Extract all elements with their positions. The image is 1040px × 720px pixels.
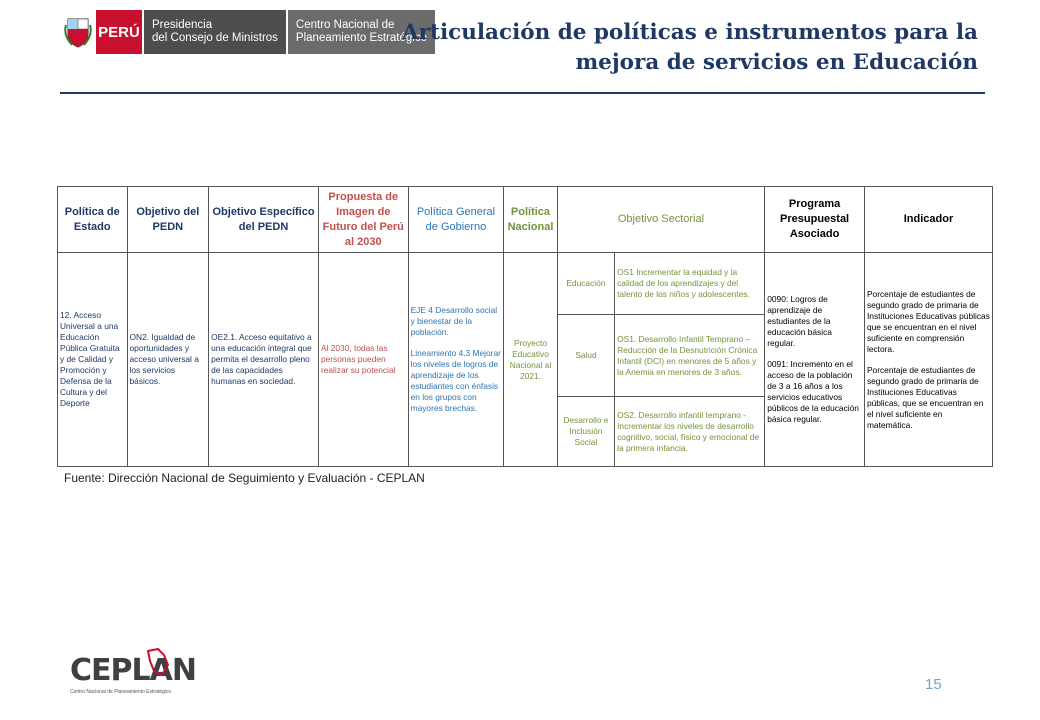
coat-of-arms-icon xyxy=(64,15,92,49)
header-programa: Programa Presupuestal Asociado xyxy=(765,187,865,253)
cnp-line-2: Planeamiento Estratégico xyxy=(295,32,427,44)
header-politica-estado: Política de Estado xyxy=(58,187,128,253)
sectorial-category: Desarrollo e Inclusión Social xyxy=(557,397,614,467)
sectorial-objective: OS1 Incrementar la equidad y la calidad de los aprendizajes y del talento de los niños y adolescentes. xyxy=(615,253,765,315)
cell-objetivo-pedn: ON2. Igualdad de oportunidades y acceso universal a los servicios básicos. xyxy=(127,253,209,467)
pgg-lineamiento: Lineamiento 4.3 Mejorar los niveles de logros de aprendizaje de los estudiantes con énfasis en los grupos con mayores brechas. xyxy=(410,348,501,413)
pcm-line-2: del Consejo de Ministros xyxy=(152,32,278,44)
cell-politica-estado: 12. Acceso Universal a una Educación Pública Gratuita y de Calidad y Promoción y Defensa de la Cultura y del Deporte xyxy=(58,253,128,467)
page-number: 15 xyxy=(925,676,942,693)
header-indicador: Indicador xyxy=(864,187,992,253)
table-header-row xyxy=(58,187,993,253)
header-objetivo-especifico: Objetivo Específico del PEDN xyxy=(209,187,319,253)
cell-propuesta: Al 2030, todas las personas pueden realizar su potencial xyxy=(318,253,408,467)
peru-crest-logo xyxy=(60,10,96,54)
sectorial-category: Salud xyxy=(557,315,614,397)
indicador-matematica: Porcentaje de estudiantes de segundo grado de primaria de Instituciones Educativas públicas, que se encuentran en el nivel suficiente en matemática. xyxy=(866,364,984,430)
ceplan-logo-subtitle: Centro Nacional de Planeamiento Estratégico xyxy=(70,689,172,695)
cell-politica-general xyxy=(408,253,504,467)
cell-objetivo-especifico: OE2.1. Acceso equitativo a una educación integral que permita el desarrollo pleno de las capacidades humanas en sociedad. xyxy=(209,253,319,467)
peru-brand: PERÚ xyxy=(96,10,142,54)
title-divider xyxy=(60,92,985,94)
sectorial-objective: OS1. Desarrollo Infantil Temprano – Reducción de la Desnutrición Crónica Infantil (DCI) en menores de 5 años y la Anemia en menores de 3 años. xyxy=(615,315,765,397)
pcm-line-1: Presidencia xyxy=(152,19,213,31)
ceplan-logo xyxy=(70,653,196,710)
peru-map-icon xyxy=(142,647,172,677)
table-row xyxy=(58,253,993,315)
header-propuesta: Propuesta de Imagen de Futuro del Perú al 2030 xyxy=(318,187,408,253)
programa-0091: 0091: Incremento en el acceso de la población de 3 a 16 años a los servicios educativos públicos de la educación básica regular. xyxy=(767,359,859,424)
slide-title xyxy=(378,18,978,78)
indicador-lectora: Porcentaje de estudiantes de segundo grado de primaria de Instituciones Educativas públicas que se encuentran en el nivel suficiente en comprensión lectora. xyxy=(866,288,990,354)
header-objetivo-sectorial: Objetivo Sectorial xyxy=(557,187,765,253)
cell-indicador xyxy=(864,253,992,467)
pgg-eje: EJE 4 Desarrollo social y bienestar de la población. xyxy=(410,305,498,337)
slide-title-line-1: Articulación de políticas e instrumentos para la xyxy=(402,20,978,45)
articulation-table xyxy=(57,186,993,467)
cell-programa xyxy=(765,253,865,467)
cnp-line-1: Centro Nacional de xyxy=(295,19,395,31)
slide-title-line-2: mejora de servicios en Educación xyxy=(575,50,978,75)
header-politica-general: Política General de Gobierno xyxy=(408,187,504,253)
ceplan-logo-word: CEPLAN xyxy=(70,653,196,688)
sectorial-objective: OS2. Desarrollo infantil temprano - Incrementar los niveles de desarrollo cognitivo, social, físico y emocional de la primera infancia. xyxy=(615,397,765,467)
pcm-brand xyxy=(142,10,286,54)
source-note: Fuente: Dirección Nacional de Seguimiento y Evaluación - CEPLAN xyxy=(64,471,425,485)
cell-politica-nacional: Proyecto Educativo Nacional al 2021. xyxy=(504,253,557,467)
header-politica-nacional: Política Nacional xyxy=(504,187,557,253)
sectorial-category: Educación xyxy=(557,253,614,315)
header-objetivo-pedn: Objetivo del PEDN xyxy=(127,187,209,253)
programa-0090: 0090: Logros de aprendizaje de estudiantes de la educación básica regular. xyxy=(767,294,832,348)
